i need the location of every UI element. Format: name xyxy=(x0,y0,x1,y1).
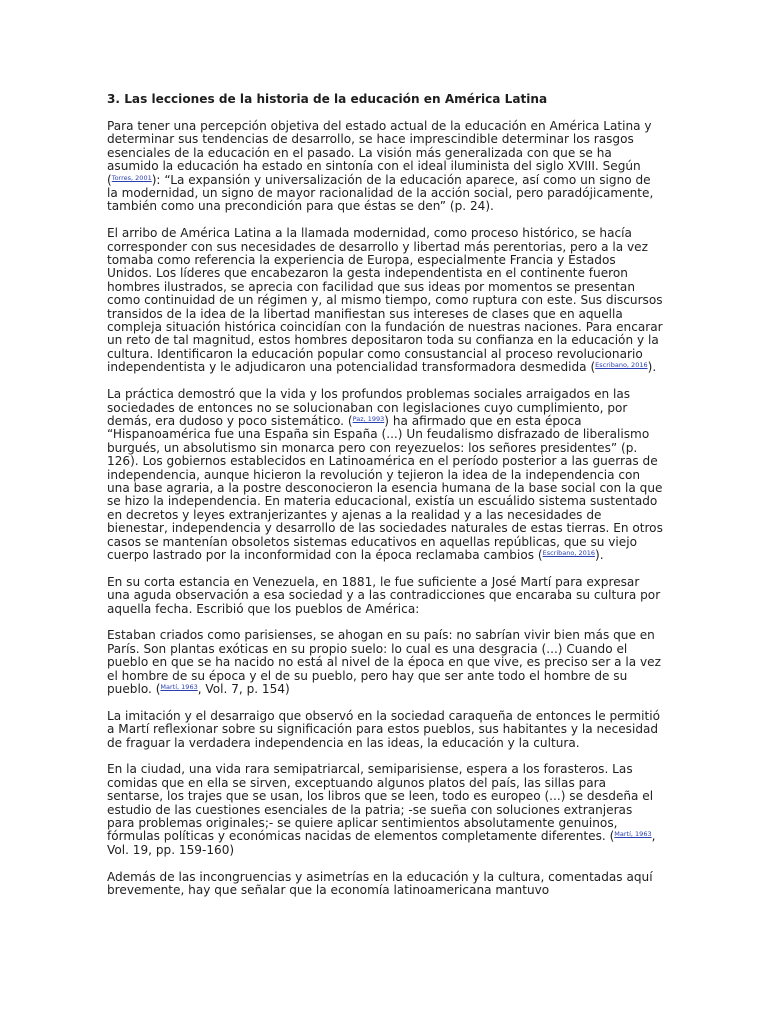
paragraph-6 xyxy=(107,871,663,898)
document-page xyxy=(107,92,663,911)
paragraph-text: ). xyxy=(647,360,657,375)
paragraph-text: , Vol. 19, pp. 159-160) xyxy=(107,829,656,857)
citation-link[interactable]: Martí, 1963 xyxy=(614,830,652,839)
citation-link[interactable]: Paz, 1993 xyxy=(352,414,385,423)
citation-link[interactable]: Escribano, 2016 xyxy=(542,548,596,557)
paragraph-text: ): “La expansión y universalización de la educación aparece, así como un signo de la modernidad, un signo de mayor racionalidad de la acción social, pero paradójicamente, también como una precondición para que éstas se den” (p. 24). xyxy=(107,172,654,214)
quote-2 xyxy=(107,763,663,857)
paragraph-text: , Vol. 7, p. 154) xyxy=(197,682,290,696)
paragraph-text: En la ciudad, una vida rara semipatriarcal, semiparisiense, espera a los forasteros. Las comidas que en ella se sirven, exceptuando algunos platos del país, las sillas para sentarse, los trajes que se usan, los libros que se leen, todo es europeo (...) se desdeña el estudio de las cuestiones esenciales de la patria; -se sueña con soluciones extranjeras para problemas originales;- se quiere aplicar sentimientos absolutamente genuinos, fórmulas políticas y económicas nacidas de elementos completamente diferentes. ( xyxy=(107,762,654,844)
paragraph-text: La imitación y el desarraigo que observó en la sociedad caraqueña de entonces le permitió a Martí reflexionar sobre su significación para estos pueblos, sus habitantes y la necesidad de fraguar la verdadera independencia en las ideas, la educación y la cultura. xyxy=(107,708,661,750)
paragraph-text: ) ha afirmado que en esta época “Hispanoamérica fue una España sin España (...) Un feudalismo disfrazado de liberalismo burgués, un absolutismo sin monarca pero con reyezuelos: los señores presidentes” (p. 126). Los gobiernos establecidos en Latinoamérica en el período posterior a las guerras de independencia, aunque hicieron la revolución y tejieron la idea de la independencia con una base agraria, a la postre desconocieron la esencia humana de la base social con la que se hizo la independencia. En materia educacional, existía un escuálido sistema sustentado en decretos y leyes extranjerizantes y ajenas a la realidad y a las necesidades de bienestar, independencia y desarrollo de las sociedades naturales de estas tierras. En otros casos se mantenían obsoletos sistemas educativos en aquellas repúblicas, que su viejo cuerpo lastrado por la inconformidad con la época reclamaba cambios ( xyxy=(107,413,663,562)
paragraph-text: La práctica demostró que la vida y los profundos problemas sociales arraigados en las sociedades de entonces no se solucionaban con legislaciones cuyo cumplimiento, por demás, era dudoso y poco sistemático. ( xyxy=(107,387,631,428)
paragraph-2 xyxy=(107,227,663,374)
citation-link[interactable]: Torres, 2001 xyxy=(111,173,152,182)
section-heading: 3. Las lecciones de la historia de la educación en América Latina xyxy=(107,92,548,106)
citation-link[interactable]: Escribano, 2016 xyxy=(595,361,648,370)
paragraph-text: En su corta estancia en Venezuela, en 1881, le fue suficiente a José Martí para expresar una aguda observación a esa sociedad y a las contradicciones que encaraba su cultura por aquella fecha. Escribió que los pueblos de América: xyxy=(107,574,661,616)
paragraph-4 xyxy=(107,576,663,616)
citation-link[interactable]: Martí, 1963 xyxy=(160,683,198,691)
paragraph-text: Además de las incongruencias y asimetrías en la educación y la cultura, comentadas aquí brevemente, hay que señalar que la economía latinoamericana mantuvo xyxy=(107,869,653,898)
paragraph-1 xyxy=(107,120,663,214)
paragraph-text: Estaban criados como parisienses, se ahogan en su país: no sabrían vivir bien más que en París. Son plantas exóticas en su propio suelo: lo cual es una desgracia (...) Cuando el pueblo en que se ha nacido no está al nivel de la época en que vive, es preciso ser a la vez el hombre de su época y el de su pueblo, pero hay que ser ante todo el hombre de su pueblo. ( xyxy=(107,628,661,696)
paragraph-text: El arribo de América Latina a la llamada modernidad, como proceso histórico, se hacía corresponder con sus necesidades de desarrollo y libertad más perentorias, pero a la vez tomaba como referencia la experiencia de Europa, especialmente Francia y Estados Unidos. Los líderes que encabezaron la gesta independentista en el continente fueron hombres ilustrados, se aprecia con facilidad que sus ideas por momentos se presentan como continuidad de un régimen y, al mismo tiempo, como ruptura con este. Sus discursos transidos de la idea de la libertad manifiestan sus intereses de clases que en aquella compleja situación histórica coincidían con la fundación de nuestras naciones. Para encarar un reto de tal magnitud, estos hombres depositaron toda su confianza en la educación y la cultura. Identificaron la educación popular como consustancial al proceso revolucionario independentista y le adjudicaron una potencialidad transformadora desmedida ( xyxy=(107,226,663,375)
paragraph-3 xyxy=(107,388,663,562)
paragraph-5 xyxy=(107,710,663,750)
quote-1 xyxy=(107,629,663,696)
paragraph-text: Para tener una percepción objetiva del estado actual de la educación en América Latina y determinar sus tendencias de desarrollo, se hace imprescindible determinar los rasgos esenciales de la educación en el pasado. La visión más generalizada con que se ha asumido la educación ha estado en sintonía con el ideal iluminista del siglo XVIII. Según ( xyxy=(107,119,652,187)
paragraph-text: ). xyxy=(595,547,604,562)
